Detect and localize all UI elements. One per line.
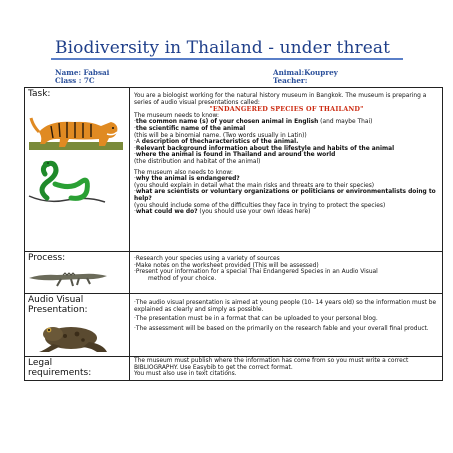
crocodile-image [27, 266, 109, 288]
animal-name: Animal:Kouprey [273, 68, 338, 77]
bullet: · [134, 145, 136, 152]
needs-item [134, 146, 439, 153]
audio-visual-row [25, 294, 443, 357]
green-snake-image [27, 160, 109, 204]
title-underline [51, 58, 403, 60]
bullet: ·A [134, 139, 142, 146]
process-item-2: ·Make notes on the worksheet provided (This will be assessed) [134, 262, 319, 269]
also-heading: The museum also needs to know: [134, 169, 233, 176]
task-row [25, 88, 443, 252]
also-list [134, 176, 439, 216]
needs-item-text: (this will be a binomial name. (Two words usually in Latin)) [134, 132, 307, 139]
student-class: Class : 7C [55, 76, 95, 85]
needs-item [134, 126, 439, 133]
also-item [134, 203, 439, 210]
process-label-cell [25, 252, 130, 294]
also-item-text: (you should use your own ideas here) [197, 209, 311, 216]
needs-item-bold: the common name (s) of your chosen animal in English [135, 119, 319, 126]
bullet: · [134, 152, 136, 159]
needs-item-bold: Relevant background information about the lifestyle and habits of the animal [135, 145, 395, 152]
legal-label-2: requirements: [28, 368, 92, 378]
needs-item [134, 139, 439, 146]
needs-item [134, 159, 439, 166]
audio-visual-content-cell [130, 294, 443, 357]
also-item-bold: what could we do? [135, 209, 198, 216]
also-item [134, 183, 439, 190]
av-paragraph-3: ·The assessment will be based on the primarily on the research fable and your overall final product. [134, 325, 429, 332]
process-item-3: ·Present your information for a special Thai Endangered Species in an Audio Visual [134, 269, 378, 276]
tiger-image [29, 112, 123, 150]
student-name: Name: Fabsai [55, 68, 110, 77]
legal-label-cell [25, 357, 130, 381]
teacher-name: Teacher: [273, 76, 308, 85]
process-content-cell [130, 252, 443, 294]
process-row [25, 252, 443, 294]
process-label: Process: [28, 253, 66, 263]
also-item [134, 176, 439, 183]
audio-visual-text [130, 294, 442, 334]
needs-item-bold: description of thecharacteristics of the animal. [141, 139, 299, 146]
presentation-title: "ENDANGERED SPECIES OF THAILAND" [209, 105, 364, 114]
process-text [130, 252, 442, 284]
needs-item-bold: the scientific name of the animal [135, 125, 246, 132]
needs-list [134, 119, 439, 165]
audio-visual-label-cell [25, 294, 130, 357]
legal-label-1: Legal [28, 358, 53, 368]
process-item-4: method of your choice. [148, 275, 217, 282]
assignment-table [24, 87, 443, 381]
av-paragraph-1: ·The audio visual presentation is aimed at young people (10- 14 years old) so the information must be explained as clearly and simply as possible. [134, 300, 437, 313]
task-intro: You are a biologist working for the natural history museum in Bangkok. The museum is preparing a series of audio visual presentations called: [134, 93, 427, 106]
needs-item [134, 133, 439, 140]
frog-image [31, 320, 111, 354]
process-item-1: ·Research your species using a variety of sources [134, 256, 280, 262]
task-text [130, 88, 442, 218]
task-label: Task: [28, 89, 51, 99]
also-item-bold: why the animal is endangered? [135, 176, 240, 183]
also-item [134, 189, 439, 202]
needs-item-bold: where the animal is found in Thailand and around the world [135, 152, 336, 159]
needs-item-text: (the distribution and habitat of the animal) [134, 158, 261, 165]
av-paragraph-2: ·The presentation must be in a format that can be uploaded to your personal blog. [134, 316, 378, 323]
also-item-bold: what are scientists or voluntary organizations or politicians or environmentalists doing to help? [134, 189, 436, 202]
page-title: Biodiversity in Thailand - under threat [55, 38, 391, 58]
also-item-text: (you should explain in detail what the main risks and threats are to their species) [134, 182, 375, 189]
task-label-cell [25, 88, 130, 252]
legal-row [25, 357, 443, 381]
bullet: · [134, 176, 136, 183]
bullet: · [134, 119, 136, 126]
audio-visual-label-2: Presentation: [28, 305, 88, 315]
also-item-text: (you should include some of the difficulties they face in trying to protect the species) [134, 202, 386, 209]
needs-item [134, 152, 439, 159]
needs-heading: The museum needs to know: [134, 112, 220, 119]
bullet: · [134, 209, 136, 216]
audio-visual-label-1: Audio Visual [28, 295, 84, 305]
legal-line-1: The museum must publish where the information has come from so you must write a correct BIBLIOGRAPHY. Use Easybib to get the correct format. [134, 358, 409, 371]
task-content-cell [130, 88, 443, 252]
legal-line-2: You must also use in text citations. [134, 371, 237, 378]
also-item [134, 209, 439, 216]
bullet: · [134, 189, 136, 196]
legal-content-cell [130, 357, 443, 381]
legal-text [130, 357, 442, 380]
bullet: · [134, 125, 136, 132]
needs-item-text: (and maybe Thai) [318, 119, 373, 126]
needs-item [134, 119, 439, 126]
